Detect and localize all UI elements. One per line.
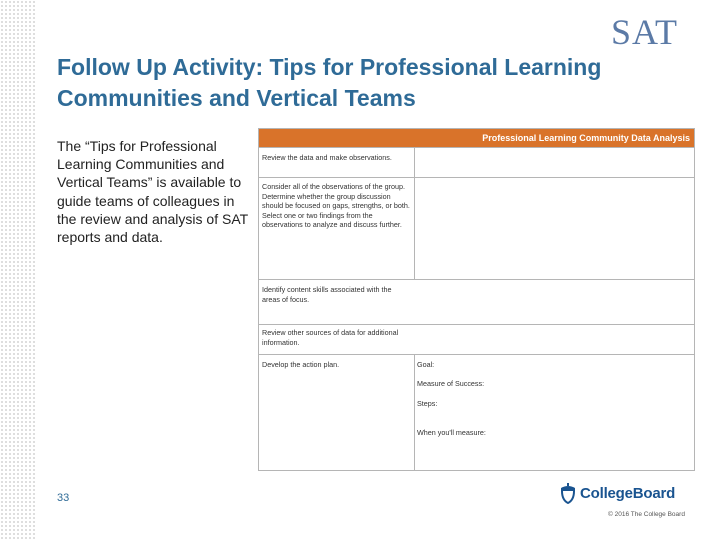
table-row bbox=[259, 354, 694, 471]
table-row bbox=[259, 279, 694, 325]
table-cell-step: Review the data and make observations. bbox=[262, 153, 392, 162]
slide-body-text: The “Tips for Professional Learning Communities and Vertical Teams” is available to guide teams of colleagues in the review and analysis of SAT reports and data. bbox=[57, 138, 248, 246]
plan-measure-label: Measure of Success: bbox=[417, 379, 485, 388]
collegeboard-wordmark: CollegeBoard bbox=[580, 484, 676, 502]
collegeboard-logo bbox=[558, 482, 675, 504]
slide-title: Follow Up Activity: Tips for Professional Learning Communities and Vertical Teams bbox=[57, 54, 602, 111]
table-row bbox=[259, 177, 694, 280]
table-cell-step: Develop the action plan. bbox=[262, 360, 340, 369]
plan-when-label: When you'll measure: bbox=[417, 428, 486, 437]
plan-goal-label: Goal: bbox=[417, 360, 435, 369]
data-analysis-table bbox=[258, 128, 695, 471]
table-cell-step: Consider all of the observations of the group. Determine whether the group discussion should be focused on gaps, strengths, or both. Select one or two findings from the observations to analyze and discuss further. bbox=[262, 182, 410, 229]
table-row bbox=[259, 324, 694, 355]
table-cell-step: Review other sources of data for additional information. bbox=[262, 328, 399, 347]
table-row bbox=[259, 147, 694, 178]
plan-steps-label: Steps: bbox=[417, 399, 438, 408]
column-divider bbox=[414, 354, 415, 470]
dotted-margin-pattern bbox=[0, 0, 36, 540]
page-number: 33 bbox=[57, 492, 70, 504]
acorn-icon bbox=[558, 482, 578, 504]
table-cell-step: Identify content skills associated with the areas of focus. bbox=[262, 285, 392, 304]
column-divider bbox=[414, 147, 415, 279]
sat-logo: SAT bbox=[611, 12, 679, 52]
table-header: Professional Learning Community Data Analysis bbox=[259, 129, 694, 147]
copyright-text: © 2016 The College Board bbox=[608, 511, 685, 518]
